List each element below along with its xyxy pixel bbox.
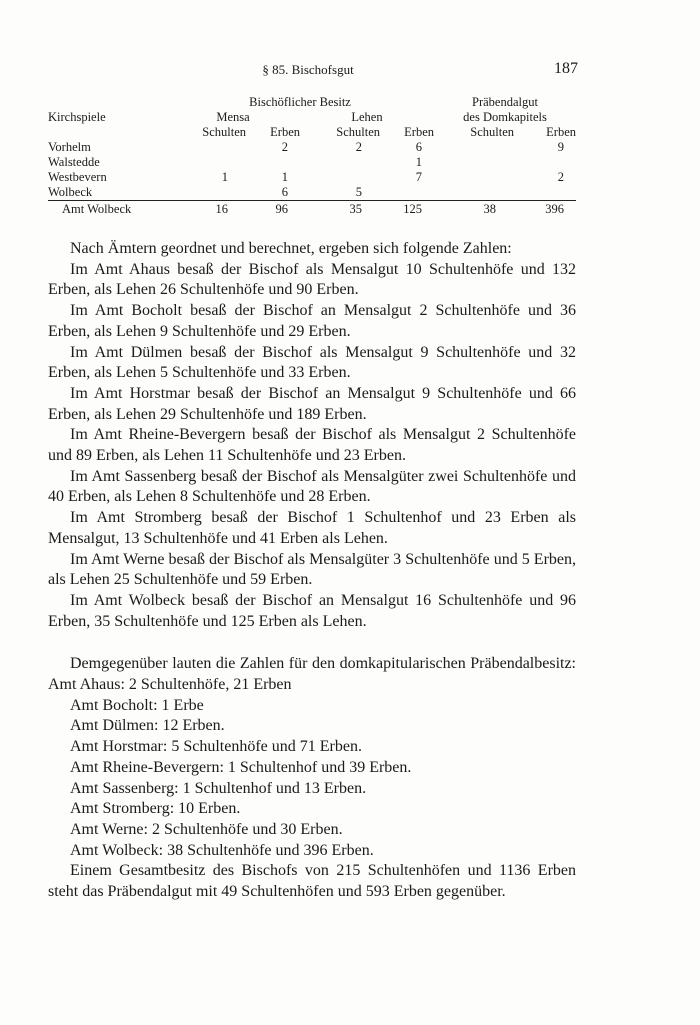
paragraph: Im Amt Bocholt besaß der Bischof an Mensalgut 2 Schultenhöfe und 36 Erben, als Lehen 9 Schultenhöfe und 29 Erben. (48, 302, 576, 340)
cell (514, 185, 576, 201)
column-header: Erben (404, 125, 434, 139)
page-number: 187 (554, 60, 578, 77)
cell (434, 140, 514, 155)
paragraph: Demgegenüber lauten die Zahlen für den domkapitularischen Präbendalbesitz: Amt Ahaus: 2 Schultenhöfe, 21 Erben (48, 655, 576, 694)
list-item: Amt Werne: 2 Schultenhöfe und 30 Erben. (70, 820, 343, 838)
table-header-row-1 (48, 95, 576, 110)
paragraph: Im Amt Dülmen besaß der Bischof als Mensalgut 9 Schultenhöfe und 32 Erben, als Lehen 5 Schultenhöfe und 33 Erben. (48, 343, 576, 382)
section-gap (48, 632, 576, 654)
cell: 1 (221, 170, 228, 184)
cell (434, 185, 514, 201)
cell: 1 (415, 155, 422, 169)
paragraph: Im Amt Sassenberg besaß der Bischof als Mensalgüter zwei Schultenhöfe und 40 Erben, als Lehen 8 Schultenhöfe und 28 Erben. (48, 467, 576, 506)
cell (166, 140, 246, 155)
table-row (48, 155, 576, 170)
cell: 7 (415, 170, 422, 184)
list-item: Amt Horstmar: 5 Schultenhöfe und 71 Erben. (70, 738, 362, 756)
cell: 96 (246, 201, 300, 218)
list-item: Amt Rheine-Bevergern: 1 Schultenhof und 39 Erben. (70, 758, 412, 776)
cell (166, 155, 246, 170)
table-total-row (48, 201, 576, 218)
list-item: Amt Stromberg: 10 Erben. (70, 800, 241, 818)
paragraph: Nach Ämtern geordnet und berechnet, ergeben sich folgende Zahlen: (70, 240, 512, 257)
row-label: Wolbeck (48, 185, 93, 199)
list-item: Amt Dülmen: 12 Erben. (70, 717, 225, 735)
cell: 6 (281, 185, 288, 199)
table-row (48, 140, 576, 155)
row-label: Amt Wolbeck (48, 201, 166, 218)
cell: 2 (355, 140, 362, 154)
row-label: Walstedde (48, 155, 100, 169)
body-text (48, 239, 576, 903)
cell: 5 (355, 185, 362, 199)
column-header: Schulten (202, 125, 246, 139)
cell: 9 (557, 140, 564, 154)
paragraph: Im Amt Horstmar besaß der Bischof an Mensalgut 9 Schultenhöfe und 66 Erben, als Lehen 29 Schultenhöfe und 189 Erben. (48, 384, 576, 423)
cell (300, 170, 380, 185)
cell: 35 (300, 201, 380, 218)
row-label: Westbevern (48, 170, 107, 184)
paragraph: Im Amt Stromberg besaß der Bischof 1 Schultenhof und 23 Erben als Mensalgut, 13 Schultenhöfe und 41 Erben als Lehen. (48, 509, 576, 547)
cell (246, 155, 300, 170)
paragraph: Im Amt Werne besaß der Bischof als Mensalgüter 3 Schultenhöfe und 5 Erben, als Lehen 25 Schultenhöfe und 59 Erben. (48, 550, 576, 589)
cell: 125 (380, 201, 434, 218)
list-item: Amt Sassenberg: 1 Schultenhof und 13 Erben. (70, 779, 367, 797)
header-lehen: Lehen (351, 110, 383, 124)
running-title: § 85. Bischofsgut (262, 62, 354, 77)
cell: 38 (434, 201, 514, 218)
paragraph: Einem Gesamtbesitz des Bischofs von 215 Schultenhöfen und 1136 Erben steht das Präbendalgut mit 49 Schultenhöfen und 593 Erben gegenüber. (48, 862, 576, 901)
header-praebendalgut: Präbendalgut (472, 95, 538, 109)
list-item: Amt Wolbeck: 38 Schultenhöfe und 396 Erben. (70, 841, 374, 859)
cell (434, 170, 514, 185)
cell: 6 (415, 140, 422, 154)
cell: 2 (281, 140, 288, 154)
cell: 396 (514, 201, 576, 218)
table-row (48, 185, 576, 201)
paragraph: Im Amt Rheine-Bevergern besaß der Bischof als Mensalgut 2 Schultenhöfe und 89 Erben, als Lehen 11 Schultenhöfe und 23 Erben. (48, 426, 576, 465)
cell (380, 185, 434, 201)
header-domkapitel: des Domkapitels (463, 110, 547, 124)
cell (166, 185, 246, 201)
cell: 1 (281, 170, 288, 184)
cell (300, 155, 380, 170)
list-item: Amt Bocholt: 1 Erbe (70, 696, 204, 714)
column-header: Erben (546, 125, 576, 139)
table-header-row-2 (48, 110, 576, 125)
running-head (0, 60, 700, 80)
table-header-row-3 (48, 125, 576, 140)
cell: 2 (557, 170, 564, 184)
row-label: Vorhelm (48, 140, 91, 154)
cell: 16 (166, 201, 246, 218)
table-row (48, 170, 576, 185)
paragraph: Im Amt Ahaus besaß der Bischof als Mensalgut 10 Schultenhöfe und 132 Erben, als Lehen 26 Schultenhöfe und 90 Erben. (48, 260, 576, 299)
holdings-table (48, 95, 576, 217)
column-header: Schulten (470, 125, 514, 139)
paragraph: Im Amt Wolbeck besaß der Bischof an Mensalgut 16 Schultenhöfe und 96 Erben, 35 Schultenhöfe und 125 Erben als Lehen. (48, 591, 576, 630)
header-bischoflicher-besitz: Bischöflicher Besitz (249, 95, 351, 109)
column-header: Schulten (336, 125, 380, 139)
column-header: Erben (270, 125, 300, 139)
cell (434, 155, 514, 170)
header-kirchspiele: Kirchspiele (48, 110, 106, 124)
header-mensa: Mensa (216, 110, 250, 124)
cell (514, 155, 576, 170)
